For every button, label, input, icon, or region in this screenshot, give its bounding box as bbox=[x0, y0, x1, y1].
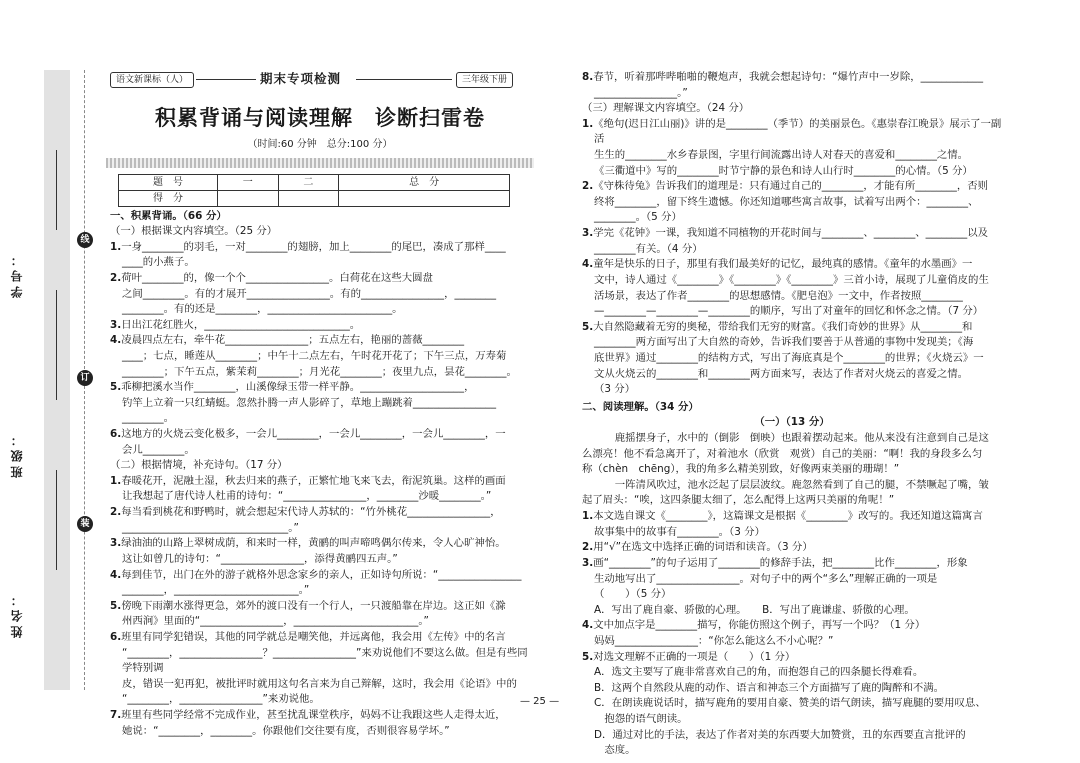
score-header-cell: 一 bbox=[218, 174, 279, 190]
question-line bbox=[110, 271, 530, 287]
continuation-line: “________，________________”来劝说他。 bbox=[122, 693, 320, 706]
option-line: C．在朗读鹿说话时，描写鹿角的要用自豪、赞美的语气朗读，描写鹿腿的要用叹息、 bbox=[594, 697, 986, 710]
score-cell[interactable] bbox=[278, 190, 339, 206]
continuation-line: 钓竿上立着一只红蜻蜓。忽然扑腾一声人影碎了，草地上蹦跳着________________ bbox=[122, 396, 497, 409]
question-number: 3. bbox=[582, 556, 594, 569]
question-number: 4. bbox=[110, 334, 122, 347]
continuation-line: 让我想起了唐代诗人杜甫的诗句：“________________，________沙暖________。” bbox=[122, 490, 492, 503]
question-line bbox=[582, 509, 1002, 525]
continuation-line: ________。 bbox=[122, 412, 174, 425]
score-cell[interactable] bbox=[218, 190, 279, 206]
continuation-line: ____；七点，睡莲从________；中午十二点左右，午时花开花了；下午三点，万寿菊 bbox=[122, 349, 507, 362]
continuation-line: —________—________—________的顺序，写出了对童年的回忆和怀念之情。（7 分） bbox=[594, 305, 984, 318]
question-text: 每到佳节，出门在外的游子就格外思念家乡的亲人，正如诗句所说：“________________ bbox=[121, 568, 522, 581]
continuation-line: ________________。” bbox=[594, 86, 688, 99]
seal-mark-xian: 线 bbox=[77, 232, 93, 248]
question-number: 2. bbox=[582, 180, 594, 193]
continuation-line: 文中，诗人通过《________》《________》《________》三首小诗，展现了儿童俏皮的生 bbox=[594, 273, 989, 286]
header-rule-right bbox=[356, 79, 452, 80]
question-text: 每当看到桃花和野鸭时，就会想起宋代诗人苏轼的：“竹外桃花________________， bbox=[121, 506, 501, 519]
option-line: A．选文主要写了鹿非常喜欢自己的角，而抱怨自己的四条腿长得难看。 bbox=[594, 666, 924, 679]
name-label: 姓名： bbox=[10, 590, 24, 638]
question-text: 一身________的羽毛，一对________的翅膀，加上________的尾巴，凑成了那样____ bbox=[121, 240, 506, 253]
question-number: 1. bbox=[110, 474, 122, 487]
option-line: A．写出了鹿自豪、骄傲的心理。 B．写出了鹿谦虚、骄傲的心理。 bbox=[594, 603, 915, 616]
question-text: 春暖花开，泥融土湿，秋去归来的燕子，正繁忙地飞来飞去，衔泥筑巢。这样的画面 bbox=[121, 474, 506, 487]
question-line bbox=[582, 650, 1002, 666]
decorative-band bbox=[106, 158, 534, 168]
question-text: 春节，听着那哔哔啪啪的鞭炮声，我就会想起诗句：“爆竹声中一岁除，____________ bbox=[593, 71, 984, 83]
question-line bbox=[110, 240, 530, 256]
question-number: 2. bbox=[582, 541, 594, 554]
question-number: 2. bbox=[110, 506, 122, 519]
continuation-line: 底世界》通过________的结构方式，写出了海底真是个________的世界；《火烧云》一 bbox=[594, 351, 984, 364]
question-text: 凌晨四点左右，牵牛花________________；五点左右，艳丽的蔷薇________ bbox=[121, 334, 465, 347]
continuation-line: 会儿________。 bbox=[122, 443, 195, 456]
question-line bbox=[110, 427, 530, 443]
score-table bbox=[118, 174, 510, 207]
continuation-line: ________________________________。” bbox=[122, 521, 299, 534]
question-text: 乖柳把溪水当作________，山溪像绿玉带一样平静。____________________， bbox=[121, 381, 475, 394]
question-text: 童年是快乐的日子，那里有我们最美好的记忆，最纯真的感情。《童年的水墨画》一 bbox=[593, 258, 973, 271]
continuation-line: 州西涧》里面的“________________，________________________。” bbox=[122, 615, 429, 628]
question-text: 荷叶________的，像一个个________________。白荷花在这些大圆盘 bbox=[121, 271, 433, 284]
question-line bbox=[110, 505, 530, 521]
question-number: 3. bbox=[110, 537, 122, 550]
question-text: 学完《花钟》一课，我知道不同植物的开花时间与________、________、________以及 bbox=[593, 227, 989, 240]
question-number: 5. bbox=[110, 599, 122, 612]
class-label: 班级： bbox=[10, 430, 24, 478]
continuation-line: （3 分） bbox=[594, 383, 636, 396]
left-column bbox=[110, 70, 530, 739]
header-title: 期末专项检测 bbox=[260, 71, 342, 86]
question-text: 班里有些同学经常不完成作业，甚至扰乱课堂秩序，妈妈不让我跟这些人走得太近， bbox=[121, 709, 506, 721]
question-number: 7. bbox=[110, 709, 122, 721]
question-number: 5. bbox=[582, 650, 594, 663]
continuation-line: ________有关。（4 分） bbox=[594, 242, 703, 255]
question-number: 4. bbox=[110, 568, 122, 581]
question-line bbox=[110, 630, 530, 646]
continuation-line: ________。有的还是________，________________________。 bbox=[122, 303, 403, 316]
question-line bbox=[582, 320, 1002, 336]
continuation-line: 生生的________水乡春景图，字里行间流露出诗人对春天的喜爱和________之情。 bbox=[594, 149, 969, 162]
question-line bbox=[582, 179, 1002, 195]
continuation-line: ____的小燕子。 bbox=[122, 256, 195, 269]
question-line bbox=[110, 708, 530, 724]
left-body bbox=[110, 209, 530, 740]
text-line: （三）理解课文内容填空。（24 分） bbox=[582, 102, 750, 115]
right-column bbox=[582, 70, 1002, 759]
continuation-line: ________，________________________。” bbox=[122, 584, 310, 597]
question-text: 《守株待兔》告诉我们的道理是：只有通过自己的________，才能有所________，否则 bbox=[593, 180, 989, 193]
question-line bbox=[110, 568, 530, 584]
question-text: 这地方的火烧云变化极多，一会儿________，一会儿________，一会儿________，一 bbox=[121, 428, 506, 441]
continuation-line: ________；下午五点，紫茉莉________；月光花________；夜里九点，昙花________。 bbox=[122, 365, 517, 378]
main-title: 积累背诵与阅读理解 诊断扫雷卷 bbox=[155, 105, 485, 130]
name-line bbox=[56, 470, 58, 570]
question-number: 4. bbox=[582, 619, 594, 632]
continuation-line: （ ）（5 分） bbox=[594, 588, 672, 601]
text-line: 么漂亮！他不看急离开了，对着池水（欣赏 观赏）自己的美丽：“啊！我的身段多么匀 bbox=[582, 447, 983, 460]
question-text: 日出江花红胜火，____________________________。 bbox=[121, 318, 361, 331]
continuation-line: 她说：“________，________。你跟他们交往要有度，否则很容易学坏。” bbox=[122, 724, 450, 737]
continuation-line: 皮，错误一犯再犯，被批评时就用这句名言来为自己辩解，这时，我会用《论语》中的 bbox=[122, 677, 517, 690]
text-line: 起了眉头：“唉，这四条腿太细了，怎么配得上这两只美丽的角呢！” bbox=[582, 494, 895, 507]
student-id-line bbox=[56, 150, 58, 230]
right-body bbox=[582, 70, 1002, 759]
question-text: 《绝句(迟日江山丽)》讲的是________（季节）的美丽景色。《惠崇春江晚景》展示了一副活 bbox=[593, 117, 1002, 146]
section-heading: 一、积累背诵。（66 分） bbox=[110, 209, 227, 222]
question-line bbox=[582, 540, 1002, 556]
score-cell[interactable] bbox=[339, 190, 510, 206]
student-id-label: 学号： bbox=[10, 250, 24, 298]
score-header-cell: 总 分 bbox=[339, 174, 510, 190]
question-line bbox=[110, 536, 530, 552]
continuation-line: ________两方面写出了大自然的奇妙，告诉我们要善于从普通的事物中发现美；《海 bbox=[594, 336, 974, 349]
question-text: 班里有同学犯错误，其他的同学就总是嘲笑他，并远离他，我会用《左传》中的名言 bbox=[121, 630, 506, 643]
question-text: 大自然隐藏着无穷的奥秘，带给我们无穷的财富。《我们奇妙的世界》从________和 bbox=[593, 320, 973, 333]
question-number: 5. bbox=[110, 381, 122, 394]
question-line bbox=[582, 257, 1002, 273]
continuation-line: 之间________。有的才展开________________。有的________________，________ bbox=[122, 287, 497, 300]
seal-mark-zhuang: 装 bbox=[77, 516, 93, 532]
question-number: 1. bbox=[582, 117, 594, 130]
header-rule-left bbox=[196, 79, 256, 80]
continuation-line: 文从火烧云的________和________两方面来写，表达了作者对火烧云的喜爱之情。 bbox=[594, 367, 969, 380]
question-line bbox=[110, 474, 530, 490]
question-text: 傍晚下雨潮水涨得更急，郊外的渡口没有一个行人，一只渡船靠在岸边。这正如《滁 bbox=[121, 599, 506, 612]
section-heading: 二、阅读理解。（34 分） bbox=[582, 400, 699, 413]
page-number: — 25 — bbox=[520, 696, 560, 707]
question-text: 绿油油的山路上翠树成荫，和来时一样，黄鹂的叫声啼鸣偶尔传来，令人心旷神怡。 bbox=[121, 537, 506, 550]
question-text: 对选文理解不正确的一项是（ ）（1 分） bbox=[593, 650, 796, 663]
seal-mark-ding: 订 bbox=[77, 370, 93, 386]
text-line: （一）根据课文内容填空。（25 分） bbox=[110, 225, 278, 238]
score-header-cell: 题 号 bbox=[119, 174, 218, 190]
continuation-line: 鹿摇摆身子，水中的（倒影 倒映）也跟着摆动起来。他从来没有注意到自己是这 bbox=[594, 432, 989, 445]
question-number: 2. bbox=[110, 271, 122, 284]
question-text: 本文选自课文《________》，这篇课文是根据《________》改写的。我还知道这篇寓言 bbox=[593, 510, 983, 523]
continuation-line: 妈妈________________：“你怎么能这么不小心呢？” bbox=[594, 634, 834, 647]
question-text: 画“________”的句子运用了________的修辞手法，把________比作________，形象 bbox=[593, 556, 968, 569]
class-line bbox=[56, 290, 58, 400]
question-line bbox=[582, 556, 1002, 572]
continuation-line: 故事集中的故事有________。（3 分） bbox=[594, 525, 765, 538]
continuation-line: 终将________，留下终生遗憾。你还知道哪些寓言故事，试着写出两个：________、 bbox=[594, 195, 979, 208]
option-line: D．通过对比的手法，表达了作者对美的东西要大加赞赏，丑的东西要直言批评的 bbox=[594, 728, 966, 741]
question-text: 文中加点字是________描写，你能仿照这个例子，再写一个吗？（1 分） bbox=[593, 619, 926, 632]
question-number: 8. bbox=[582, 71, 594, 83]
question-number: 4. bbox=[582, 258, 594, 271]
continuation-line: 活场景，表达了作者________的思想感情。《肥皂泡》一文中，作者按照________ bbox=[594, 289, 963, 302]
exam-header bbox=[110, 70, 530, 90]
continuation-line: 生动地写出了________________。对句子中的两个“多么”理解正确的一项是 bbox=[594, 572, 938, 585]
question-line bbox=[110, 333, 530, 349]
score-row-label: 得 分 bbox=[119, 190, 218, 206]
option-line: 抱怨的语气朗读。 bbox=[594, 712, 688, 725]
question-text: 用“√”在选文中选择正确的词语和读音。（3 分） bbox=[593, 541, 813, 554]
continuation-line: 一阵清风吹过，池水泛起了层层波纹。鹿忽然看到了自己的腿，不禁噘起了嘴，皱 bbox=[594, 478, 989, 491]
continuation-line: “________，________________？________________”来劝说他们不要这么做。但是有些同学特别调 bbox=[122, 646, 528, 675]
continuation-line: 这让如曾几的诗句：“________________，添得黄鹂四五声。” bbox=[122, 552, 398, 565]
question-line bbox=[110, 318, 530, 334]
question-number: 6. bbox=[110, 428, 122, 441]
question-line bbox=[110, 380, 530, 396]
question-line bbox=[110, 599, 530, 615]
grade-tag: 三年级下册 bbox=[456, 72, 513, 88]
question-number: 3. bbox=[110, 318, 122, 331]
option-line: 态度。 bbox=[594, 744, 636, 757]
question-line bbox=[582, 226, 1002, 242]
question-line bbox=[582, 70, 1002, 86]
score-header-cell: 二 bbox=[278, 174, 339, 190]
continuation-line: 《三衢道中》写的________时节宁静的景色和诗人山行时________的心情。（5 分） bbox=[594, 164, 973, 177]
text-line: （二）根据情境，补充诗句。（17 分） bbox=[110, 459, 288, 472]
question-number: 5. bbox=[582, 320, 594, 333]
question-number: 1. bbox=[582, 510, 594, 523]
continuation-line: ________。（5 分） bbox=[594, 211, 682, 224]
option-line: B．这两个自然段从鹿的动作、语言和神态三个方面描写了鹿的陶醉和不满。 bbox=[594, 681, 945, 694]
text-line: 称（chèn chēng），我的角多么精美别致，好像两束美丽的珊瑚！” bbox=[582, 463, 900, 476]
question-line bbox=[582, 117, 1002, 148]
question-line bbox=[582, 618, 1002, 634]
sub-title: （时间:60 分钟 总分:100 分） bbox=[247, 138, 393, 150]
question-number: 1. bbox=[110, 240, 122, 253]
question-number: 3. bbox=[582, 227, 594, 240]
series-tag: 语文新课标（人） bbox=[110, 72, 194, 88]
passage-heading: （一）（13 分） bbox=[754, 416, 830, 429]
question-number: 6. bbox=[110, 630, 122, 643]
